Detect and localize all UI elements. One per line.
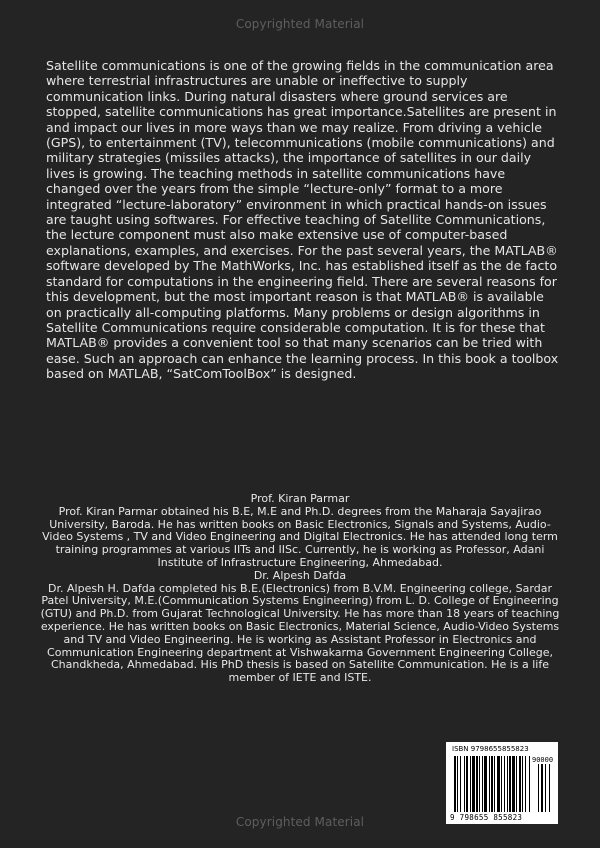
- price-code: 90000: [532, 756, 554, 764]
- barcode-digits: 9 798655 855823: [450, 813, 523, 822]
- isbn-barcode: [446, 742, 558, 824]
- author-name-1: Prof. Kiran Parmar: [250, 492, 350, 505]
- author-bio-1: Prof. Kiran Parmar obtained his B.E, M.E and Ph.D. degrees from the Maharaja Sayajirao University, Baroda. He has written books on Basic Electronics, Signals and Systems, Audio-Video Systems , TV and Video Engineering and Digital Electronics. He has attended long term training programmes at various IITs and IISc. Currently, he is working as Professor, Adani Institute of Infrastructure Engineering, Ahmedabad.: [42, 504, 558, 569]
- back-cover-blurb: Satellite communications is one of the growing fields in the communication area where terrestrial infrastructures are unable or ineffective to supply communication links. During natural disasters where ground services are stopped, satellite communications has great importance.Satellites are present in and impact our lives in more ways than we may realize. From driving a vehicle (GPS), to entertainment (TV), telecommunications (mobile communications) and military strategies (missiles attacks), the importance of satellites in our daily lives is growing. The teaching methods in satellite communications have changed over the years from the simple “lecture-only” format to a more integrated “lecture-laboratory” environment in which practical hands-on issues are taught using softwares. For effective teaching of Satellite Communications, the lecture component must also make extensive use of computer-based explanations, examples, and exercises. For the past several years, the MATLAB® software developed by The MathWorks, Inc. has established itself as the de facto standard for computations in the engineering field. There are several reasons for this development, but the most important reason is that MATLAB® is available on practically all-computing platforms. Many problems or design algorithms in Satellite Communications require considerable computation. It is for these that MATLAB® provides a convenient tool so that many scenarios can be tried with ease. Such an approach can enhance the learning process. In this book a toolbox based on MATLAB, “SatComToolBox” is designed.: [46, 58, 559, 382]
- copyright-watermark-bottom: Copyrighted Material: [235, 815, 365, 829]
- author-bios: [40, 493, 560, 685]
- copyright-watermark-top: Copyrighted Material: [235, 17, 365, 31]
- author-name-2: Dr. Alpesh Dafda: [253, 568, 347, 582]
- barcode-bars: [454, 756, 550, 812]
- author-bio-2: Dr. Alpesh H. Dafda completed his B.E.(Electronics) from B.V.M. Engineering college, Sardar Patel University, M.E.(Communication Systems Engineering) from L. D. College of Engineering (GTU) and Ph.D. from Gujarat Technological University. He has more than 18 years of teaching experience. He has written books on Basic Electronics, Material Science, Audio-Video Systems and TV and Video Engineering. He is working as Assistant Professor in Electronics and Communication Engineering department at Vishwakarma Government Engineering College, Chandkheda, Ahmedabad. His PhD thesis is based on Satellite Communication. He is a life member of IETE and ISTE.: [40, 581, 560, 685]
- isbn-label: ISBN 9798655855823: [452, 745, 529, 753]
